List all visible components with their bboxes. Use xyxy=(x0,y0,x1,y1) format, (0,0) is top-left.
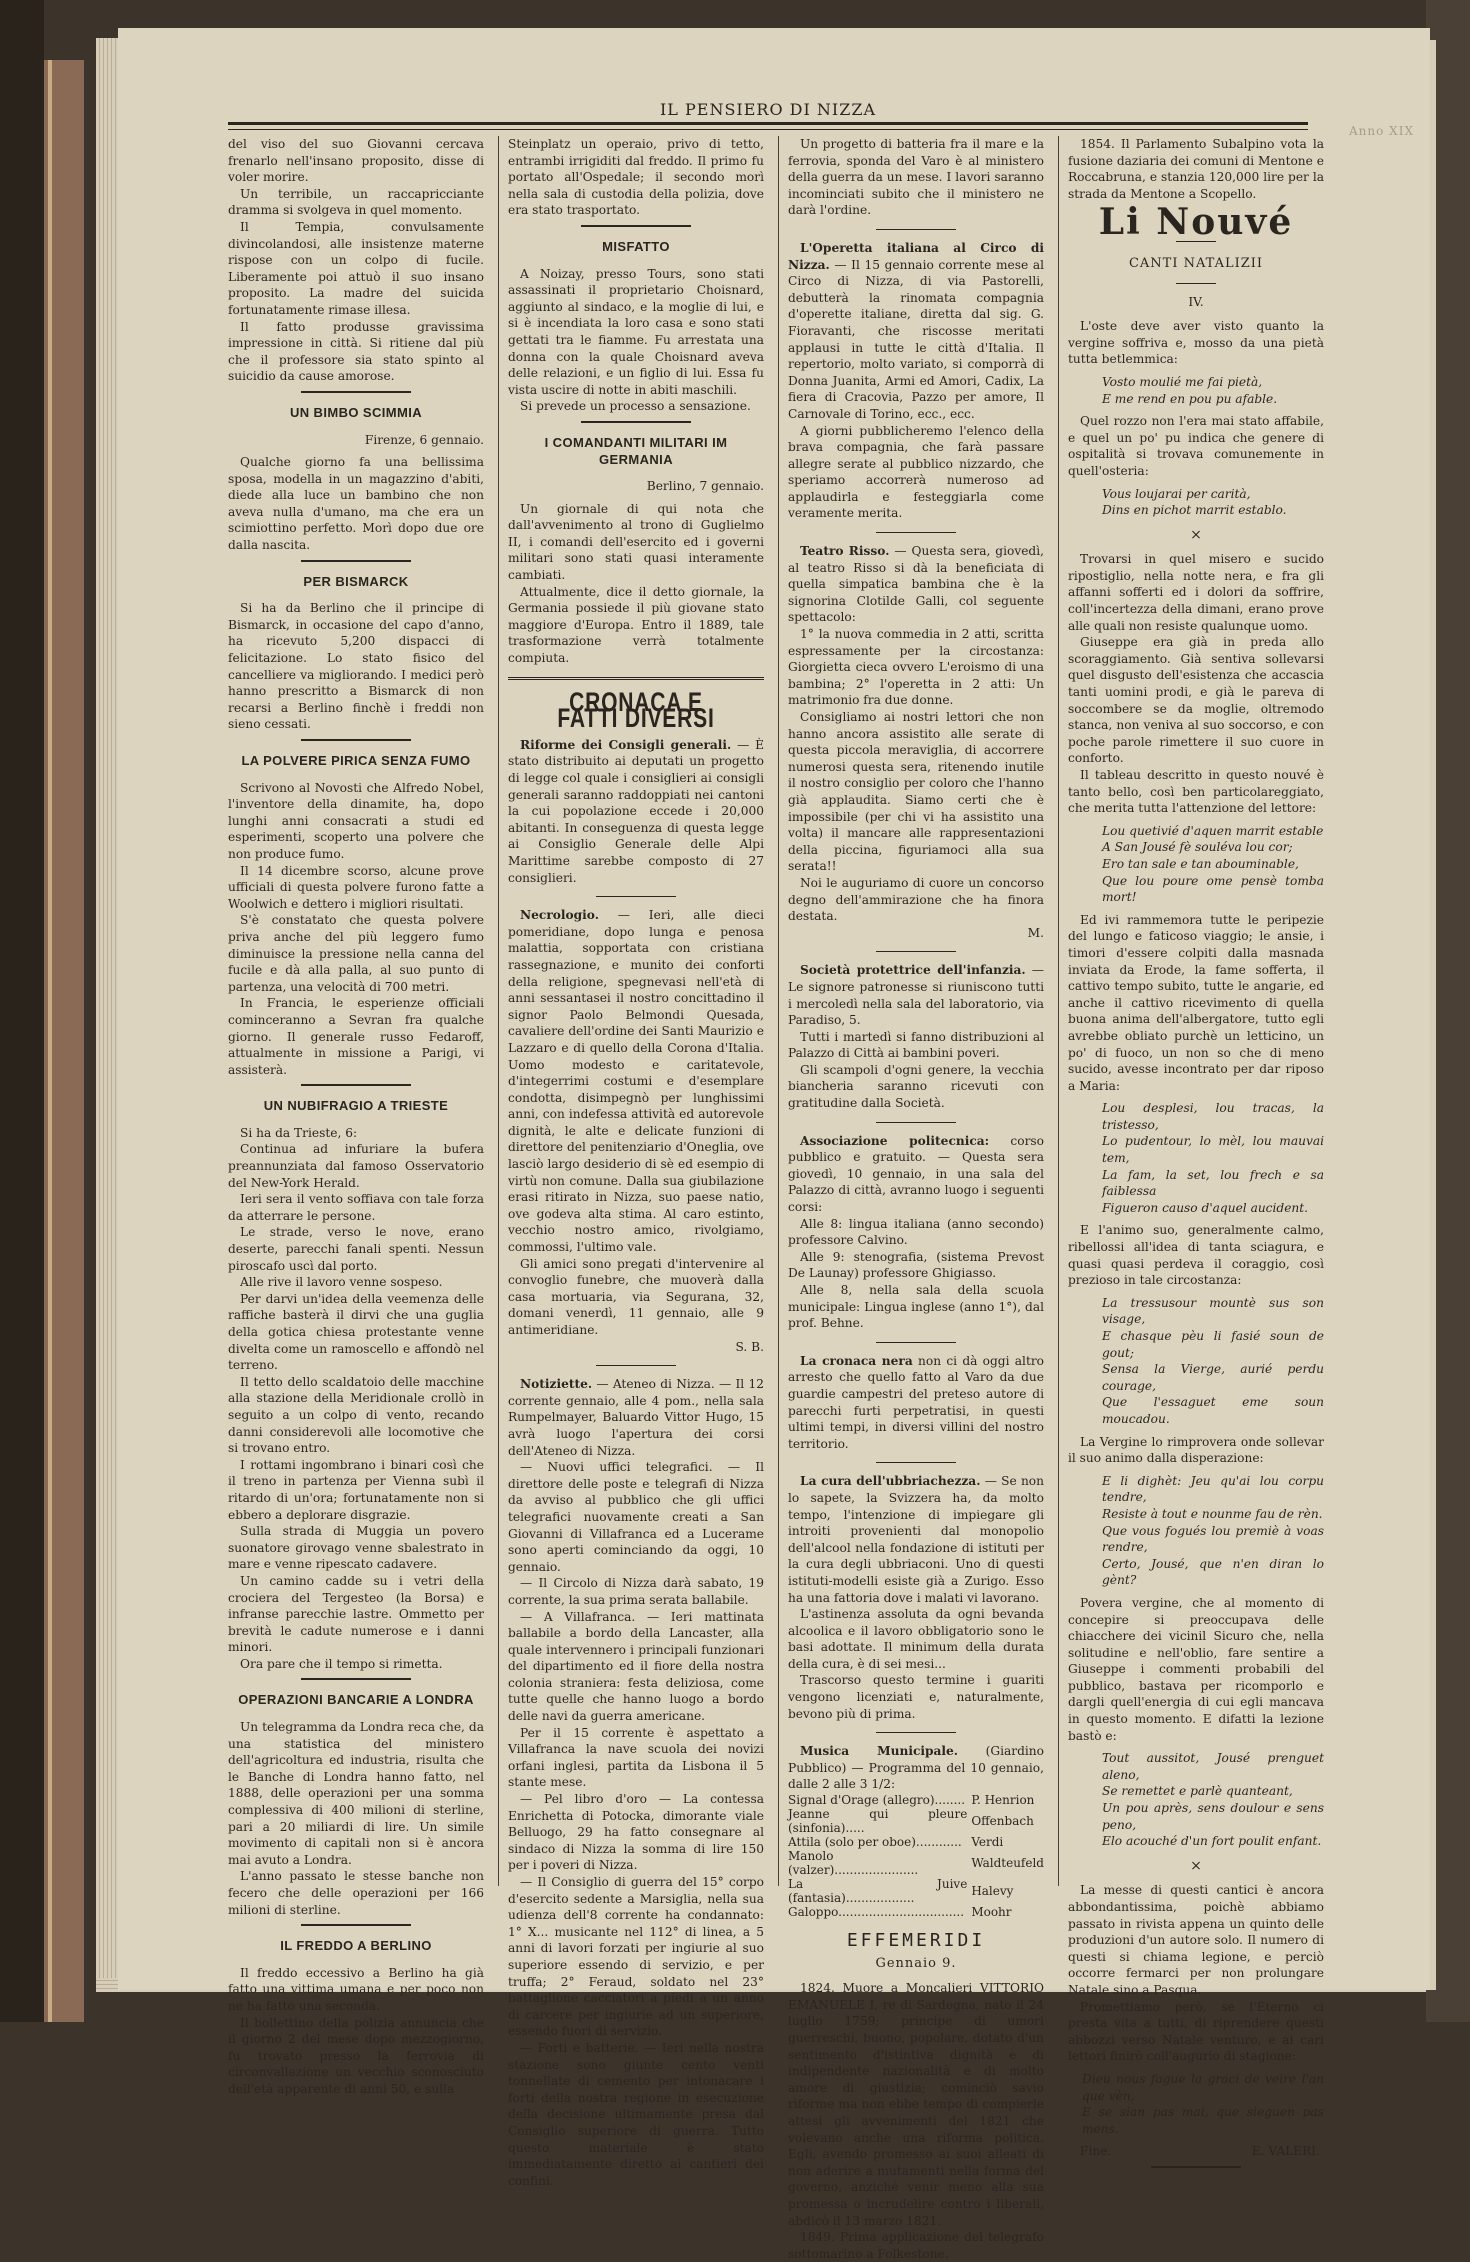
verse xyxy=(1068,823,1324,906)
program-piece: Jeanne qui pleure (sinfonia)..... xyxy=(788,1807,968,1836)
verse-line: Un pou après, sens doulour e sens peno, xyxy=(1102,1801,1324,1832)
column-4 xyxy=(1068,136,1324,2159)
verse xyxy=(1068,2071,1324,2137)
paragraph: L'anno passato le stesse banche non fecero che delle operazioni per 166 milioni di sterline. xyxy=(228,1869,484,1917)
chapter-number: IV. xyxy=(1188,294,1204,309)
program-row xyxy=(788,1849,1044,1877)
program-composer: Verdi xyxy=(971,1835,1004,1850)
paragraph: Un camino cadde su i vetri della crociera del Tergesteo (la Borsa) e infranse parecchie lastre. Ommetto per brevità le cadute numerose e i danni minori. xyxy=(228,1573,484,1655)
paragraph: Le strade, verso le nove, erano deserte, parecchi fanali spenti. Nessun piroscafo uscì dal porto. xyxy=(228,1225,484,1273)
verse-line: Tout aussitot, Jousé prenguet aleno, xyxy=(1102,1751,1324,1782)
paragraph: L'astinenza assoluta da ogni bevanda alcoolica e il lavoro obbligatorio sono le basi adottate. Il minimum della durata della cura, è di sei mesi... xyxy=(788,1607,1044,1671)
program-piece: Signal d'Orage (allegro)........ xyxy=(788,1793,966,1808)
divider xyxy=(301,391,411,393)
verse xyxy=(1068,1750,1324,1850)
paragraph: La messe di questi cantici è ancora abbondantissima, poichè abbiamo passato in rivista appena un quinto delle produzioni d'un autore solo. Il numero di questi si chiama legione, e perciò occorre fermarci per non prolungare Natale sino a Pasqua. xyxy=(1068,1883,1324,1997)
paragraph: L'oste deve aver visto quanto la vergine soffriva e, mosso da una pietà tutta betlemmica: xyxy=(1068,319,1324,367)
section-divider xyxy=(508,677,764,680)
feature-subtitle: CANTI NATALIZII xyxy=(1128,255,1264,271)
paragraph: Tutti i martedì si fanno distribuzioni al Palazzo di Città ai bambini poveri. xyxy=(788,1029,1044,1061)
item-text: Il 15 gennaio corrente mese al Circo di Nizza, di via Pastorelli, debutterà la rinomata compagnia d'operette italiane, diretta dal sig. G. Fioravanti, che riscosse meritati applausi in tutte le città d'Italia. Il repertorio, molto variato, si comporrà di Donna Juanita, Armi ed Amori, Cadix, La fiera di Cracovia, Pazzo per amore, Il Carnovale di Torino, ecc., ecc. xyxy=(788,257,1045,421)
paragraph: In Francia, le esperienze officiali cominceranno a Sevran fra qualche giorno. Il generale russo Fedaroff, attualmente in missione a Parigi, vi assisterà. xyxy=(228,996,484,1077)
paragraph: — Nuovi uffici telegrafici. — Il direttore delle poste e telegrafi di Nizza da avviso al pubblico che gli uffici telegrafici nuovamente creati a San Giovanni di Villafranca ed a Lucerame sono aperti cominciando da oggi, 10 gennaio. xyxy=(508,1460,764,1574)
verse-line: Que lou poure ome pensè tomba mort! xyxy=(1102,873,1324,905)
paragraph: Povera vergine, che al momento di concepire si preoccupava delle chiacchere dei vicinil Sicuro che, nella solitudine e nell'oblio, fare sentire a Giuseppe i commenti probabili del pubblico, bastava per ricomporlo e dargli quell'energia di cui egli mancava in questo momento. E difatti la lezione bastò e: xyxy=(1068,1595,1324,1743)
item-text: (Giardino Pubblico) — Programma del 10 gennaio, dalle 2 alle 3 1/2: xyxy=(788,1744,1044,1792)
paragraph: del viso del suo Giovanni cercava frenarlo nell'insano proposito, disse di voler morire. xyxy=(228,137,484,185)
verse-line: Ero tan sale e tan abouminable, xyxy=(1102,856,1299,871)
paragraph: Per darvi un'idea della veemenza delle raffiche basterà il dirvi che una guglia della gotica chiesa protestante venne divelta come un ramoscello e affondò nel terreno. xyxy=(228,1291,484,1373)
divider xyxy=(876,1342,956,1343)
concert-program xyxy=(788,1793,1044,1919)
program-row xyxy=(788,1807,1044,1835)
divider xyxy=(1176,283,1216,284)
verse-line: Que l'essaguet eme soun moucadou. xyxy=(1102,1395,1324,1426)
article-title-misfatto: MISFATTO xyxy=(602,238,670,254)
paragraph: Il bollettino della polizia annuncia che il giorno 2 del mese dopo mezzogiorno, fu trovato presso la ferrovia di circonvallazione un vecchio sconosciuto dell'età apparente di anni 50, e sulla xyxy=(228,2015,484,2096)
paragraph: A Noizay, presso Tours, sono stati assassinati il proprietario Choisnard, aggiunto al sindaco, e la moglie di lui, e si è incendiata la loro casa e sono stati gettati tra le fiamme. Fu arrestata una donna con la quale Choisnard aveva delle relazioni, e un figlio di lui. Essa fu vista uscire di notte in abiti maschili. xyxy=(508,266,764,397)
dateline: Berlino, 7 gennaio. xyxy=(646,479,764,494)
paragraph: Si ha da Trieste, 6: xyxy=(240,1125,358,1140)
article-title-bismarck: PER BISMARCK xyxy=(303,573,409,589)
paragraph: Riforme dei Consigli generali. — È stato distribuito ai deputati un progetto di legge col quale i consiglieri ai consigli generali saranno raddoppiati nei cantoni la cui popolazione eccede i 20,000 abitanti. In conseguenza di questa legge ai Consiglio Generale delle Alpi Marittime sarebbe composto di 27 consiglieri. xyxy=(508,737,764,885)
section-title-effemeridi: EFFEMERIDI xyxy=(846,1930,986,1952)
paragraph: Il 14 dicembre scorso, alcune prove ufficiali di questa polvere furono fatte a Woolwich e dettero i migliori risultati. xyxy=(228,863,484,911)
program-composer: Halevy xyxy=(971,1884,1014,1899)
paragraph: Trovarsi in quel misero e sucido ripostiglio, nella notte nera, e fra gli affanni sofferti ed i dolori da soffrire, coll'incertezza della dimani, erano prove alle quali non resiste qualunque uomo. xyxy=(1068,552,1324,633)
signature-row xyxy=(1068,2143,1324,2160)
verse xyxy=(1068,1473,1324,1589)
article-title-polvere: LA POLVERE PIRICA SENZA FUMO xyxy=(241,753,471,768)
verse-line: Dieu nous fague la graci de veire l'an que vèn, xyxy=(1082,2071,1324,2103)
paragraph: Il fatto produsse gravissima impressione in città. Si ritiene dal più che il professore sia stato spinto al suicidio da cause amorose. xyxy=(228,319,484,384)
author-signature: E. VALERI. xyxy=(1251,2144,1320,2159)
item-text: corso pubblico e gratuito. — Questa sera giovedì, 10 gennaio, in una sala del Palazzo di città, avranno luogo i seguenti corsi: xyxy=(788,1133,1044,1215)
divider xyxy=(301,739,411,741)
verse-line: Elo acouché d'un fort poulit enfant. xyxy=(1102,1834,1322,1849)
paragraph: E l'animo suo, generalmente calmo, ribellossi all'idea di tanta sciagura, e quasi quasi perdeva il coraggio, così prezioso in tale circostanza: xyxy=(1068,1223,1324,1288)
header-rule xyxy=(228,122,1308,130)
section-mark: × xyxy=(1190,1857,1202,1874)
item-head: La cronaca nera xyxy=(800,1353,913,1368)
paragraph: 1854. Il Parlamento Subalpino vota la fusione daziaria dei comuni di Mentone e Roccabruna, e stanzia 120,000 lire per la strada da Mentone a Scopello. xyxy=(1068,137,1324,201)
signature: M. xyxy=(1027,925,1044,940)
paragraph: Per il 15 corrente è aspettato a Villafranca la nave scuola dei novizi orfani inglesi, partita da Lisbona il 5 stante mese. xyxy=(508,1725,764,1790)
verse-line: Vosto moulié me fai pietà, xyxy=(1102,374,1263,389)
right-page-edge xyxy=(1426,0,1470,2022)
paragraph: Si ha da Berlino che il principe di Bismarck, in occasione del capo d'anno, ha ricevuto 5,200 dispacci di felicitazione. Lo stato fisico del cancelliere va migliorando. I medici però hanno prescritto a Bismarck di non recarsi a Berlino finchè i freddi non sieno cessati. xyxy=(228,601,484,732)
paragraph: Il tetto dello scaldatoio delle macchine alla stazione della Meridionale crollò in seguito a un colpo di vento, recando danni considerevoli alle locomotive che si trovano entro. xyxy=(228,1374,484,1456)
divider xyxy=(596,1365,676,1366)
article-title-comandanti: I COMANDANTI MILITARI IM GERMANIA xyxy=(544,434,728,467)
item-head: Riforme dei Consigli generali. xyxy=(520,737,732,752)
verse-line: Figueron causo d'aquel aucident. xyxy=(1102,1200,1309,1215)
program-row xyxy=(788,1793,1044,1807)
paragraph: Trascorso questo termine i guariti vengono licenziati e, naturalmente, bevono più di prima. xyxy=(788,1673,1044,1721)
program-composer: Moohr xyxy=(971,1905,1012,1920)
divider xyxy=(301,1084,411,1086)
verse-line: La fam, la set, lou frech e sa faiblessa xyxy=(1102,1167,1324,1199)
divider xyxy=(1151,2166,1241,2168)
binding-shadow xyxy=(0,0,44,2022)
corner-mark: Anno XIX xyxy=(1349,124,1414,138)
program-row xyxy=(788,1835,1044,1849)
item-head: Notiziette. xyxy=(520,1377,593,1392)
item-head: L'Operetta italiana al Circo di Nizza. xyxy=(788,240,1044,272)
column-separator xyxy=(498,136,499,1886)
paragraph: Gli scampoli d'ogni genere, la vecchia biancheria saranno ricevuti con gratitudine dalla Società. xyxy=(788,1062,1044,1111)
verse xyxy=(1068,486,1324,519)
item-text: Ieri, alle dieci pomeridiane, dopo lunga e penosa malattia, sopportata con cristiana rassegnazione, e munito dei conforti della religione, spegnevasi nell'età di anni sessantasei il nostro concittadino il signor Paolo Belmondi Quesada, cavaliere dell'ordine dei Santi Maurizio e Lazzaro e di quello della Corona d'Italia. Uomo modesto e caritatevole, d'integerrimi costumi e d'esemplare condotta, disimpegnò per lunghissimi anni, con indefessa attività ed autorevole dignità, le alte e delicate funzioni di direttore del penitenziario d'Oneglia, ove lasciò largo desiderio di sè ed esempio di virtù non comune. Dalla sua giubilazione erasi ritirato in Nizza, suo paese natio, ove godeva alta stima. Al caro estinto, vecchio nostro amico, rivolgiamo, commossi, l'ultimo vale. xyxy=(508,908,764,1255)
verse xyxy=(1068,1295,1324,1428)
paragraph: Gli amici sono pregati d'intervenire al convoglio funebre, che muoverà dalla casa mortuaria, via Segurana, 32, domani venerdì, 11 gennaio, alle 9 antimeridiane. xyxy=(508,1256,764,1337)
item-text: non ci dà oggi altro arresto che quello fatto al Varo da due guardie campestri del preteso autore di parecchi furti perpetratisi, in questi ultimi tempi, in diversi villini del nostro territorio. xyxy=(788,1353,1045,1451)
verse-line: A San Jousé fè souléva lou cor; xyxy=(1102,840,1293,855)
divider xyxy=(876,1732,956,1733)
section-mark: × xyxy=(1190,526,1202,543)
paragraph: Scrivono al Novosti che Alfredo Nobel, l'inventore della dinamite, ha, dopo lunghi anni consacrati a studi ed esperimenti, scoperto una polvere che non produce fumo. xyxy=(228,780,484,861)
column-2 xyxy=(508,136,764,2188)
paragraph: Steinplatz un operaio, privo di tetto, entrambi irrigiditi dal freddo. Il primo fu portato all'Ospedale; il secondo morì nella sala di custodia della polizia, dove era stato trasportato. xyxy=(508,137,764,218)
paragraph: Promettiamo però, se l'Eterno ci presta vita a tutti, di riprendere questi abbozzi verso Natale venturo, e ai cari lettori finirò coll'augurio di stagione: xyxy=(1068,1999,1324,2064)
section-title-cronaca: CRONACA E FATTI DIVERSI xyxy=(557,686,715,734)
program-piece: Manolo (valzer)...................... xyxy=(788,1849,919,1878)
page-stack-edge xyxy=(96,38,118,1978)
item-head: Musica Municipale. xyxy=(800,1744,959,1759)
paragraph: Teatro Risso. — Questa sera, giovedì, al teatro Risso si dà la beneficiata di quella simpatica bambina che è la signorina Clotilde Galli, col seguente spettacolo: xyxy=(788,544,1044,625)
paragraph: Attualmente, dice il detto giornale, la Germania possiede il più giovane stato maggiore d'Europa. Entro il 1889, tale trasformazione verrà totalmente compiuta. xyxy=(508,584,764,666)
divider xyxy=(581,225,691,227)
item-head: Società protettrice dell'infanzia. xyxy=(800,963,1026,978)
program-piece: Galoppo................................. xyxy=(788,1905,965,1920)
divider xyxy=(876,229,956,230)
article-title-operazioni: OPERAZIONI BANCARIE A LONDRA xyxy=(238,1692,474,1708)
verse xyxy=(1068,1100,1324,1216)
divider xyxy=(876,951,956,952)
verse-line: E chasque pèu li fasié soun de gout; xyxy=(1102,1329,1324,1360)
verse-line: Sensa la Vierge, aurié perdu courage, xyxy=(1102,1362,1324,1393)
item-head: La cura dell'ubbriachezza. xyxy=(800,1474,981,1489)
paragraph: Quel rozzo non l'era mai stato affabile, e quel un po' pu indica che genere di ospitalità si trovava comunemente in quell'osteria: xyxy=(1068,414,1324,478)
verse-line: Lou quetivié d'aquen marrit estable xyxy=(1102,823,1324,838)
paragraph: Ed ivi rammemora tutte le peripezie del lungo e faticoso viaggio; le ansie, i timori d'essere colpiti dalla masnada inviata da Erode, la fame sofferta, il cattivo tempo subito, tutte le angarie, ed anche il cattivo ricevimento di quella buona anima dell'albergatore, tutto egli avrebbe obliato purchè un letticino, un po' di fuoco, un non so che di meno sucido, avesse incontrato per dar riposo a Maria: xyxy=(1068,912,1324,1093)
divider xyxy=(876,532,956,533)
program-composer: P. Henrion xyxy=(971,1793,1035,1808)
verse-line: Que vous fogués lou premiè à voas rendre, xyxy=(1102,1523,1324,1555)
paragraph xyxy=(508,1376,764,1459)
paragraph: Giuseppe era già in preda allo scoraggiamento. Già sentiva sollevarsi quel disgusto dell'esistenza che accascia tanti uomini prodi, e già le pareva di soccombere se da moglie, oltremodo stanca, non veniva al suo soccorso, e con poche parole rimettere il suo cuore in conforto. xyxy=(1068,635,1324,766)
paragraph: 1824. Muore a Moncalieri VITTORIO EMANUELE I, re di Sardegna, nato il 24 luglio 1759; principe di umori guerreschi, buono, popolare, dotato d'un sentimento d'istintiva dignità e di indipendente nazionalità e di molto amore di giustizia; cominciò savio riforme ma non ebbe tempo di compierle attesi gli avvenimenti del 1821 che volevano anche una riforma politica. Egli, avendo promesso ai suoi alleati di non aderire a mutamenti nella forma del governo, anziché venir meno alla sua promessa o incrudelire contro i liberali, abdicò il 13 marzo 1821. xyxy=(788,1981,1044,2228)
paragraph xyxy=(788,1133,1044,1216)
paragraph: Alle 8: lingua italiana (anno secondo) professore Calvino. xyxy=(788,1216,1044,1248)
paragraph: Alle 9: stenografia, (sistema Prevost De Launay) professore Ghigiasso. xyxy=(788,1249,1044,1281)
paragraph: La cura dell'ubbriachezza. — Se non lo sapete, la Svizzera ha, da molto tempo, l'intenzione di impiegare gli introiti provenienti dal monopolio dell'alcool nella fondazione di istituti per la cura degli ubbriaconi. Uno di questi istituti-modelli esiste già a Zurigo. Esso ha una fattoria dove i malati vi lavorano. xyxy=(788,1474,1044,1605)
paragraph: Si prevede un processo a sensazione. xyxy=(520,399,751,414)
divider xyxy=(301,1924,411,1926)
paragraph: Noi le auguriamo di cuore un concorso degno dell'ammirazione che ha finora destata. xyxy=(788,875,1044,924)
paragraph: — A Villafranca. — Ieri mattinata ballabile a bordo della Lancaster, alla quale intervennero i principali funzionari del dipartimento ed il fiore della nostra colonia straniera: festa deliziosa, come tutte quelle che hanno luogo a bordo delle navi da guerra americane. xyxy=(508,1609,764,1724)
paragraph: Sulla strada di Muggia un povero suonatore girovago venne sbalestrato in mare e venne ripescato cadavere. xyxy=(228,1524,484,1572)
item-text: Se non lo sapete, la Svizzera ha, da molto tempo, l'intenzione di impiegare gli introiti provenienti dal monopolio dell'alcool nella fondazione di istituti per la cura degli ubbriaconi. Uno di questi istituti-modelli esiste già a Zurigo. Esso ha una fattoria dove i malati vi lavorano. xyxy=(788,1474,1044,1605)
item-head: Associazione politecnica: xyxy=(800,1133,990,1148)
paragraph: S'è constatato che questa polvere priva anche del più leggero fumo diminuisce la pressione nella canna del fucile e dà alla palla, al suo punto di partenza, una velocità di 700 metri. xyxy=(228,913,484,994)
verse-line: Lo pudentour, lo mèl, lou mauvai tem, xyxy=(1102,1134,1324,1166)
paragraph: Un telegramma da Londra reca che, da una statistica del ministero dell'agricoltura ed industria, risulta che le Banche di Londra hanno fatto, nel 1888, delle operazioni per una somma complessiva di 400 milioni di sterline, pari a 20 miliardi di lire. Un simile movimento di capitali non si è ancora mai avuto a Londra. xyxy=(228,1720,484,1867)
item-head: Teatro Risso. xyxy=(800,544,890,559)
paragraph: — Pel libro d'oro — La contessa Enrichetta di Potocka, dimorante viale Belluogo, 29 ha fatto consegnare al sindaco di Nizza la somma di lire 150 per i poveri di Nizza. xyxy=(508,1792,764,1873)
paragraph: 1° la nuova commedia in 2 atti, scritta espressamente per la circostanza: Giorgietta cieca ovvero L'eroismo di una bambina; 2° l'operetta in 2 atti: Un matrimonio fra due donne. xyxy=(788,627,1044,708)
article-title-freddo: IL FREDDO A BERLINO xyxy=(280,1938,432,1954)
paragraph: Un progetto di batteria fra il mare e la ferrovia, sponda del Varo è al ministero della guerra da un mese. I lavori saranno incominciati subito che il ministero ne darà l'ordine. xyxy=(788,137,1044,218)
item-head: Necrologio. xyxy=(520,908,599,923)
paragraph xyxy=(788,1353,1044,1453)
paragraph: 1849. Prima applicazione del telegrafo sottomarino a Folkestone. xyxy=(788,2230,1044,2261)
program-composer: Offenbach xyxy=(971,1814,1034,1829)
verse-line: E li dighèt: Jeu qu'ai lou corpu tendre, xyxy=(1102,1473,1324,1505)
verse-line: Se remettet e parlè quanteant, xyxy=(1102,1784,1293,1799)
paragraph: Un giornale di qui nota che dall'avvenimento al trono di Guglielmo II, i comandi dell'esercito ed i governi militari sono stati quasi interamente cambiati. xyxy=(508,501,764,583)
column-3 xyxy=(788,136,1045,2261)
paragraph: Ieri sera il vento soffiava con tale forza da atterrare le persone. xyxy=(228,1192,484,1223)
paragraph: Necrologio. — Ieri, alle dieci pomeridiane, dopo lunga e penosa malattia, sopportata con cristiana rassegnazione, e munito dei conforti della religione, spegnevasi nell'età di anni sessantasei il nostro concittadino il signor Paolo Belmondi Quesada, cavaliere dell'ordine dei Santi Maurizio e Lazzaro e di quello della Corona d'Italia. Uomo modesto e caritatevole, d'integerrimi costumi e d'esemplare condotta, disimpegnò per lunghissimi anni, con indefessa attività ed autorevole dignità, le alte e delicate funzioni di direttore del penitenziario d'Oneglia, ove lasciò largo desiderio di sè ed esempio di virtù non comune. Dalla sua giubilazione erasi ritirato in Nizza, suo paese natio, ove godeva alta stima. Al caro estinto, vecchio nostro amico, rivolgiamo, commossi, l'ultimo vale. xyxy=(508,908,764,1255)
column-1 xyxy=(228,136,484,2096)
column-separator xyxy=(778,136,779,1886)
divider xyxy=(876,1122,956,1123)
verse-line: La tressusour mountè sus son visage, xyxy=(1102,1295,1324,1327)
verse-line: Resiste à tout e nounme fau de rèn. xyxy=(1102,1506,1323,1521)
paragraph: Consigliamo ai nostri lettori che non hanno ancora assistito alle serate di questa piccola meraviglia, di accorrere numerosi questa sera, ritenendo inutile il nostro consiglio per coloro che l'hanno già applaudita. Siamo certi che è impossibile (per chi vi ha assistito una volta) il mancare alle rappresentazioni della piccina, figuriamoci alla sua serata!! xyxy=(788,710,1044,874)
paragraph: — Il Circolo di Nizza darà sabato, 19 corrente, la sua prima serata ballabile. xyxy=(508,1576,764,1607)
paragraph: I rottami ingombrano i binari così che il treno in partenza per Vienna subì il ritardo di un'ora; fortunatamente non si ebbero a deplorare disgrazie. xyxy=(228,1457,484,1522)
paragraph: Alle 8, nella sala della scuola municipale: Lingua inglese (anno 1°), dal prof. Behne. xyxy=(788,1283,1044,1331)
signature: S. B. xyxy=(735,1339,764,1354)
verse-line: Dins en pichot marrit establo. xyxy=(1102,503,1287,518)
paragraph: Il Tempia, convulsamente divincolandosi, alle insistenze materne rispose con un colpo di fucile. Liberamente poi attuò il suo insano proposito. La madre del suicida fortunatamente rimase illesa. xyxy=(228,219,484,317)
verse xyxy=(1068,374,1324,407)
divider xyxy=(301,560,411,562)
program-row xyxy=(788,1905,1044,1919)
program-piece: La Juive (fantasia).................. xyxy=(788,1877,968,1906)
newspaper-page xyxy=(118,28,1430,2261)
column-separator xyxy=(1058,136,1059,1886)
article-title-bimbo: UN BIMBO SCIMMIA xyxy=(289,404,423,420)
divider xyxy=(301,1678,411,1680)
feature-title: Li Nouvé xyxy=(1098,201,1294,244)
item-text: Questa sera, giovedì, al teatro Risso si dà la beneficiata di quella simpatica bambina che è la signorina Clotilde Galli, col seguente spettacolo: xyxy=(788,544,1044,625)
paragraph: Società protettrice dell'infanzia. — Le signore patronesse si riuniscono tutti i mercoledì nella sala del laboratorio, via Paradiso, 5. xyxy=(788,963,1044,1028)
paragraph: Alle rive il lavoro venne sospeso. xyxy=(240,1275,443,1290)
program-composer: Waldteufeld xyxy=(971,1856,1044,1871)
verse-line: Vous loujarai per carità, xyxy=(1102,486,1251,501)
program-piece: Attila (solo per oboe)............ xyxy=(788,1835,962,1850)
running-head: IL PENSIERO DI NIZZA xyxy=(659,100,877,119)
paragraph: Ora pare che il tempo si rimetta. xyxy=(240,1656,443,1671)
paragraph: Continua ad infuriare la bufera preannunziata dal famoso Osservatorio del New-York Herald. xyxy=(228,1142,484,1190)
divider xyxy=(581,421,691,423)
article-title-nubifragio: UN NUBIFRAGIO A TRIESTE xyxy=(263,1098,449,1114)
paragraph: Un terribile, un raccapricciante dramma si svolgeva in quel momento. xyxy=(228,186,484,218)
paragraph xyxy=(788,1743,1044,1793)
verse-line: Lou desplesi, lou tracas, la tristesso, xyxy=(1102,1101,1324,1132)
verse-line: E me rend en pou pu afable. xyxy=(1102,391,1278,406)
paragraph: — Il Consiglio di guerra del 15° corpo d'esercito sedente a Marsiglia, nella sua udienza dell'8 corrente ha condannato: 1° X... musicante nel 112° di linea, a 5 anni di lavori forzati per ingiurie al suo superiore essendo di servizio, e per truffa; 2° Feraud, soldato nel 23° battaglione cacciatori a piedi a un anno di carcere per ingiurie ad un superiore, essendo fuori di servizio. xyxy=(508,1875,764,2039)
item-text: — Ateneo di Nizza. — Il 12 corrente gennaio, alle 4 pom., nella sala Rumpelmayer, Baluardo Vittor Hugo, 15 avrà luogo l'apertura dei corsi dell'Ateneo di Nizza. xyxy=(508,1377,764,1458)
paragraph: Il freddo eccessivo a Berlino ha già fatto una vittima umana e per poco non ne ha fatto una seconda. xyxy=(228,1965,484,2013)
fine-label: Fine. xyxy=(1080,2144,1112,2159)
verse-line: Certo, Jousé, que n'en diran lo gènt? xyxy=(1102,1556,1324,1588)
paragraph: L'Operetta italiana al Circo di Nizza. — Il 15 gennaio corrente mese al Circo di Nizza, di via Pastorelli, debutterà la rinomata compagnia d'operette italiane, diretta dal sig. G. Fioravanti, che riscosse meritati applausi in tutte le città d'Italia. Il repertorio, molto variato, si comporrà di Donna Juanita, Armi ed Amori, Cadix, La fiera di Cracovia, Pazzo per amore, Il Carnovale di Torino, ecc., ecc. xyxy=(788,240,1045,421)
item-text: È stato distribuito ai deputati un progetto di legge col quale i consiglieri ai consigli generali saranno raddoppiati nei cantoni la cui popolazione eccede i 20,000 abitanti. In conseguenza di questa legge ai Consiglio Generale delle Alpi Marittime sarebbe composto di 27 consiglieri. xyxy=(508,737,764,885)
divider xyxy=(596,896,676,897)
divider xyxy=(876,1462,956,1463)
dateline: Firenze, 6 gennaio. xyxy=(364,432,484,447)
program-row xyxy=(788,1877,1044,1905)
paragraph: Il tableau descritto in questo nouvé è tanto bello, così ben particolareggiato, che merita tutta l'attenzione del lettore: xyxy=(1068,768,1324,816)
verse-line: E se sian pas mai, que sieguen pas mens. xyxy=(1082,2105,1324,2136)
paragraph: Qualche giorno fa una bellissima sposa, modella in un magazzino d'abiti, diede alla luce un bambino che non aveva nulla d'umano, ma che era un scimiottino perfetto. Morì dopo due ore dalla nascita. xyxy=(228,455,484,553)
paragraph: A giorni pubblicheremo l'elenco della brava compagnia, che farà passare allegre serate al pubblico nizzardo, che speriamo accorrerà numeroso ad applaudirla e festeggiarla come veramente merita. xyxy=(788,423,1044,521)
effemeridi-date: Gennaio 9. xyxy=(875,1955,957,1971)
item-text: Le signore patronesse si riuniscono tutti i mercoledì nella sala del laboratorio, via Paradiso, 5. xyxy=(788,979,1044,1028)
paragraph: — Forti e batterie. — Ieri nella nostra stazione sono giunte cento venti tonnellate di cemento per intonacare i forti della nostra regione in esecuzione della decisione ultimamente presa dal Consiglio superiore di guerra. Tutto questo materiale è stato immediatamente diretto ai cantieri dei confini. xyxy=(508,2040,764,2188)
book-binding xyxy=(44,60,84,2022)
paragraph: La Vergine lo rimprovera onde sollevar il suo animo dalla disperazione: xyxy=(1068,1434,1324,1466)
